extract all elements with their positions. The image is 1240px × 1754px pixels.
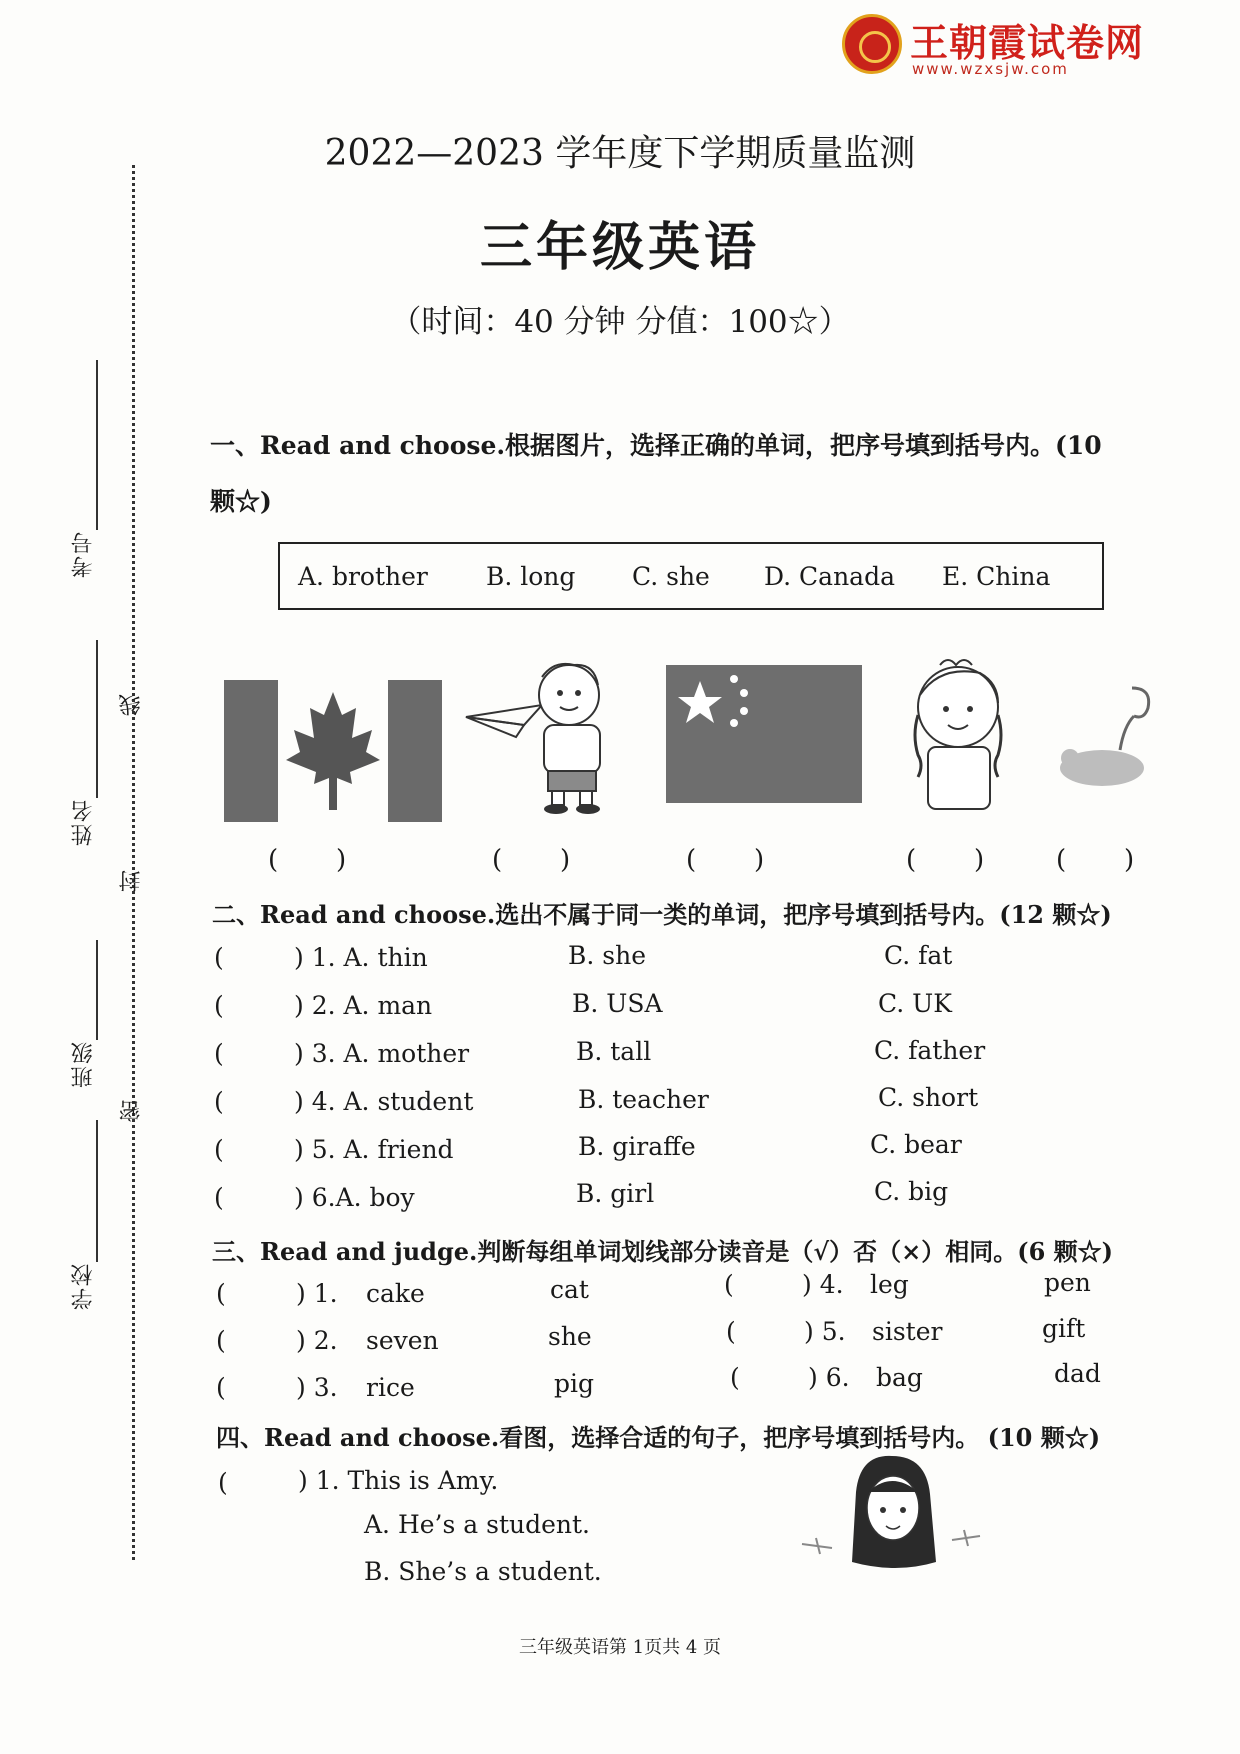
q3-5-word1: sister bbox=[872, 1317, 943, 1346]
bracket-open[interactable]: ( bbox=[726, 1317, 736, 1346]
label-seal: 封 bbox=[119, 868, 144, 892]
q2-5-a: ) 5. A. friend bbox=[294, 1135, 454, 1164]
bracket-open[interactable]: ( bbox=[724, 1270, 734, 1299]
q2-3-c: C. father bbox=[874, 1036, 986, 1065]
canada-flag-picture bbox=[222, 660, 444, 828]
q2-3-a: ) 3. A. mother bbox=[294, 1039, 470, 1068]
bracket-open[interactable]: ( bbox=[214, 1135, 224, 1164]
exam-title: 2022—2023 学年度下学期质量监测 bbox=[324, 133, 916, 174]
q2-4-a: ) 4. A. student bbox=[294, 1087, 474, 1116]
option-a: A. brother bbox=[298, 562, 428, 591]
exam-no-line bbox=[96, 360, 98, 530]
q3-6-num: ) 6. bbox=[808, 1363, 850, 1392]
q2-6-c: C. big bbox=[874, 1177, 949, 1206]
section-4-heading: 四、Read and choose.看图，选择合适的句子，把序号填到括号内。 (10 颗☆) bbox=[216, 1423, 1101, 1452]
q3-5-word2: gift bbox=[1042, 1314, 1086, 1343]
q2-6-a: ) 6.A. boy bbox=[294, 1183, 415, 1212]
site-logo bbox=[842, 12, 1172, 78]
q3-5-num: ) 5. bbox=[804, 1317, 846, 1346]
bracket-open[interactable]: ( bbox=[214, 1039, 224, 1068]
q3-1-num: ) 1. bbox=[296, 1279, 338, 1308]
girl-picture bbox=[900, 655, 1020, 813]
bracket-open[interactable]: ( bbox=[730, 1363, 740, 1392]
word-bank bbox=[278, 542, 1104, 610]
answer-bracket-1[interactable]: ( ) bbox=[268, 845, 347, 875]
bracket-open[interactable]: ( bbox=[216, 1326, 226, 1355]
option-e: E. China bbox=[942, 562, 1051, 591]
answer-bracket-5[interactable]: ( ) bbox=[1056, 845, 1135, 875]
label-class: 班级 bbox=[71, 1040, 96, 1088]
label-school: 学校 bbox=[71, 1262, 96, 1310]
q2-1-b: B. she bbox=[568, 941, 646, 970]
label-line: 线 bbox=[119, 692, 144, 716]
q3-6-word2: dad bbox=[1054, 1359, 1101, 1388]
q3-3-num: ) 3. bbox=[296, 1373, 338, 1402]
q2-5-c: C. bear bbox=[870, 1130, 962, 1159]
boy-with-plane-picture bbox=[464, 655, 624, 815]
q2-3-b: B. tall bbox=[576, 1037, 652, 1066]
page-footer: 三年级英语第 1页共 4 页 bbox=[518, 1637, 722, 1658]
q2-4-b: B. teacher bbox=[578, 1085, 709, 1114]
binding-dotted-line bbox=[132, 165, 135, 1560]
q2-4-c: C. short bbox=[878, 1083, 979, 1112]
q2-2-c: C. UK bbox=[878, 989, 952, 1018]
mouse-picture bbox=[1052, 678, 1168, 798]
q2-2-a: ) 2. A. man bbox=[294, 991, 433, 1020]
q3-1-word1: cake bbox=[366, 1279, 425, 1308]
bracket-open[interactable]: ( bbox=[214, 1087, 224, 1116]
q3-6-word1: bag bbox=[876, 1363, 923, 1392]
q3-4-word2: pen bbox=[1044, 1268, 1091, 1297]
answer-bracket-3[interactable]: ( ) bbox=[686, 845, 765, 875]
amy-picture bbox=[796, 1452, 986, 1576]
q3-2-num: ) 2. bbox=[296, 1326, 338, 1355]
bracket-open[interactable]: ( bbox=[216, 1373, 226, 1402]
q3-1-word2: cat bbox=[550, 1275, 589, 1304]
option-b: B. long bbox=[486, 562, 576, 591]
subject-title: 三年级英语 bbox=[479, 218, 760, 278]
section-1-heading-cont: 颗☆) bbox=[210, 487, 272, 516]
school-line bbox=[96, 1120, 98, 1262]
q2-1-c: C. fat bbox=[884, 941, 953, 970]
section-2-heading: 二、Read and choose.选出不属于同一类的单词，把序号填到括号内。(12 颗☆) bbox=[212, 900, 1112, 929]
q3-2-word2: she bbox=[548, 1322, 592, 1351]
section-3-heading: 三、Read and judge.判断每组单词划线部分读音是（√）否（×）相同。(6 颗☆) bbox=[212, 1237, 1114, 1266]
option-c: C. she bbox=[632, 562, 710, 591]
q2-2-b: B. USA bbox=[572, 989, 663, 1018]
bracket-open[interactable]: ( bbox=[216, 1279, 226, 1308]
maple-leaf-icon bbox=[286, 692, 380, 810]
name-line bbox=[96, 640, 98, 798]
logo-url: www.wzxsjw.com bbox=[912, 60, 1069, 78]
bracket-open[interactable]: ( bbox=[218, 1468, 228, 1497]
answer-bracket-4[interactable]: ( ) bbox=[906, 845, 985, 875]
class-line bbox=[96, 940, 98, 1040]
logo-text: 王朝霞试卷网 bbox=[910, 21, 1145, 65]
exam-meta: （时间：40 分钟 分值：100☆） bbox=[390, 304, 850, 340]
bracket-open[interactable]: ( bbox=[214, 991, 224, 1020]
label-exam-no: 考号 bbox=[71, 530, 96, 578]
label-name: 姓名 bbox=[71, 798, 96, 846]
q3-4-num: ) 4. bbox=[802, 1270, 844, 1299]
bracket-open[interactable]: ( bbox=[214, 943, 224, 972]
q2-1-a: ) 1. A. thin bbox=[294, 943, 428, 972]
option-d: D. Canada bbox=[764, 562, 895, 591]
q3-2-word1: seven bbox=[366, 1326, 439, 1355]
q3-3-word1: rice bbox=[366, 1373, 415, 1402]
q3-3-word2: pig bbox=[554, 1369, 595, 1398]
q2-6-b: B. girl bbox=[576, 1179, 655, 1208]
section-1-heading: 一、Read and choose.根据图片，选择正确的单词，把序号填到括号内。(10 bbox=[210, 431, 1102, 460]
q3-4-word1: leg bbox=[870, 1270, 909, 1299]
seal-icon bbox=[842, 14, 902, 74]
q2-5-b: B. giraffe bbox=[578, 1132, 696, 1161]
bracket-open[interactable]: ( bbox=[214, 1183, 224, 1212]
label-secret: 密 bbox=[119, 1098, 144, 1122]
china-flag-picture bbox=[664, 663, 864, 805]
q4-1-text: ) 1. This is Amy. bbox=[298, 1466, 499, 1495]
q4-1-option-b: B. She’s a student. bbox=[364, 1557, 602, 1586]
answer-bracket-2[interactable]: ( ) bbox=[492, 845, 571, 875]
q4-1-option-a: A. He’s a student. bbox=[364, 1510, 590, 1539]
